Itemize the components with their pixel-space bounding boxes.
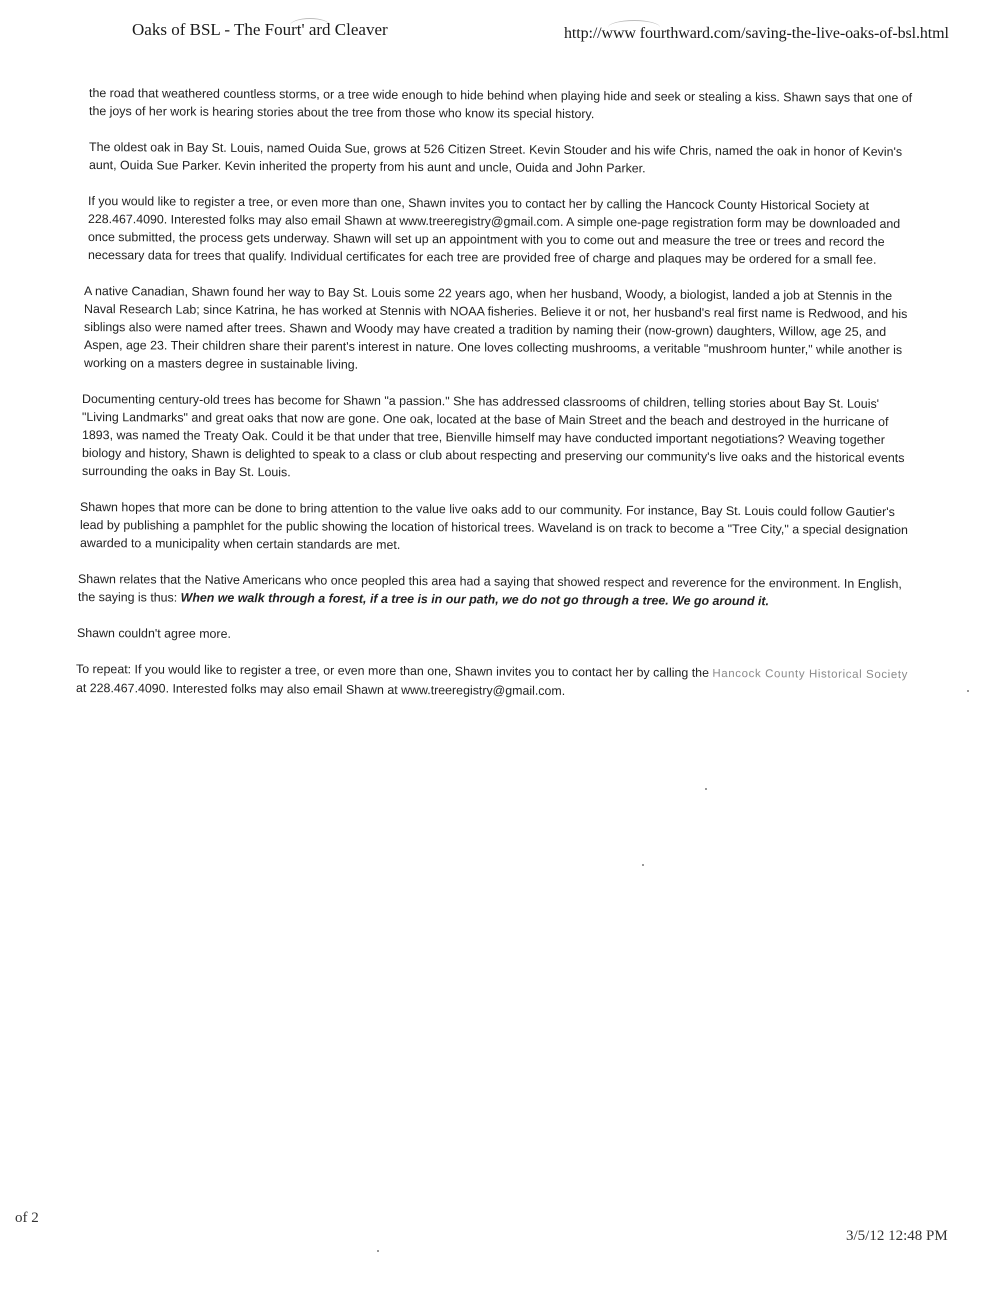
- paragraph: [76, 660, 918, 702]
- scan-dot: [642, 864, 644, 866]
- scan-dot: [377, 1250, 379, 1252]
- page-number: of 2: [15, 1210, 39, 1226]
- paragraph-text: at 228.467.4090. Interested folks may also email Shawn at www.treeregistry@gmail.com.: [76, 681, 566, 698]
- paragraph-text: Shawn relates that the Native Americans who once peopled this area had a saying that showed respect and reverence for the environment. In English, the saying is thus:: [78, 572, 902, 605]
- paragraph: the road that weathered countless storms, or a tree wide enough to hide behind when playing hide and seek or stealing a kiss. Shawn says that one of the joys of her work is hearing stories about the tree from those who know its special history.: [89, 86, 913, 122]
- print-timestamp: 3/5/12 12:48 PM: [846, 1228, 948, 1244]
- paragraph: Shawn hopes that more can be done to bring attention to the value live oaks add to our community. For instance, Bay St. Louis could follow Gautier's lead by publishing a pamphlet for the public showing the location of historical trees. Waveland is on track to become a "Tree City," a special designation awarded to a municipality when certain standards are met.: [80, 500, 908, 552]
- paragraph: [78, 570, 918, 611]
- page-url: http://www fourthward.com/saving-the-live-oaks-of-bsl.html: [564, 25, 949, 42]
- paragraph-text: To repeat: If you would like to register a tree, or even more than one, Shawn invites you to contact her by calling the: [76, 662, 713, 680]
- paragraph: The oldest oak in Bay St. Louis, named Ouida Sue, grows at 526 Citizen Street. Kevin Stouder and his wife Chris, named the oak in honor of Kevin's aunt, Ouida Sue Parker. Kevin inherited the property from his aunt and uncle, Ouida and John Parker.: [89, 140, 903, 176]
- scan-dot: [705, 788, 707, 790]
- scan-dot: [967, 690, 969, 692]
- article-body: [76, 84, 918, 715]
- native-saying-quote: When we walk through a forest, if a tree is in our path, we do not go through a tree. We go around it.: [180, 590, 769, 609]
- paragraph: If you would like to register a tree, or even more than one, Shawn invites you to contact her by calling the Hancock County Historical Society at 228.467.4090. Interested folks may also email Shawn at www.treeregistry@gmail.com. A simple one-page registration form may be downloaded and once submitted, the process gets underway. Shawn will set up an appointment with you to come out and measure the tree or trees and record the necessary data for trees that qualify. Individual certificates for each tree are provided free of charge and plaques may be ordered for a small fee.: [88, 194, 901, 267]
- paragraph: Shawn couldn't agree more.: [77, 626, 231, 641]
- paragraph: Documenting century-old trees has become for Shawn "a passion." She has addressed classrooms of children, telling stories about Bay St. Louis' "Living Landmarks" and great oaks that now are gone. One oak, located at the base of Main Street and the beach and destroyed in the hurricane of 1893, was named the Treaty Oak. Could it be that under that tree, Bienville himself may have conducted important negotiations? Weaving together biology and history, Shawn is delighted to speak to a class or club about respecting and preserving our community's live oaks and the historical events surrounding the oaks in Bay St. Louis.: [82, 392, 905, 480]
- page-title: Oaks of BSL - The Fourt' ard Cleaver: [132, 20, 388, 39]
- historical-society-link[interactable]: Hancock County Historical Society: [712, 667, 908, 682]
- paragraph: A native Canadian, Shawn found her way to Bay St. Louis some 22 years ago, when her husband, Woody, a biologist, landed a job at Stennis in the Naval Research Lab; since Katrina, he has worked at Stennis with NOAA fisheries. Believe it or not, her husband's real first name is Redwood, and his siblings also were named after trees. Shawn and Woody may have created a tradition by naming their (now-grown) daughters, Willow, age 25, and Aspen, age 23. Their children share their parent's interest in nature. One loves collecting mushrooms, a veritable "mushroom hunter," while another is working on a masters degree in sustainable living.: [84, 284, 908, 372]
